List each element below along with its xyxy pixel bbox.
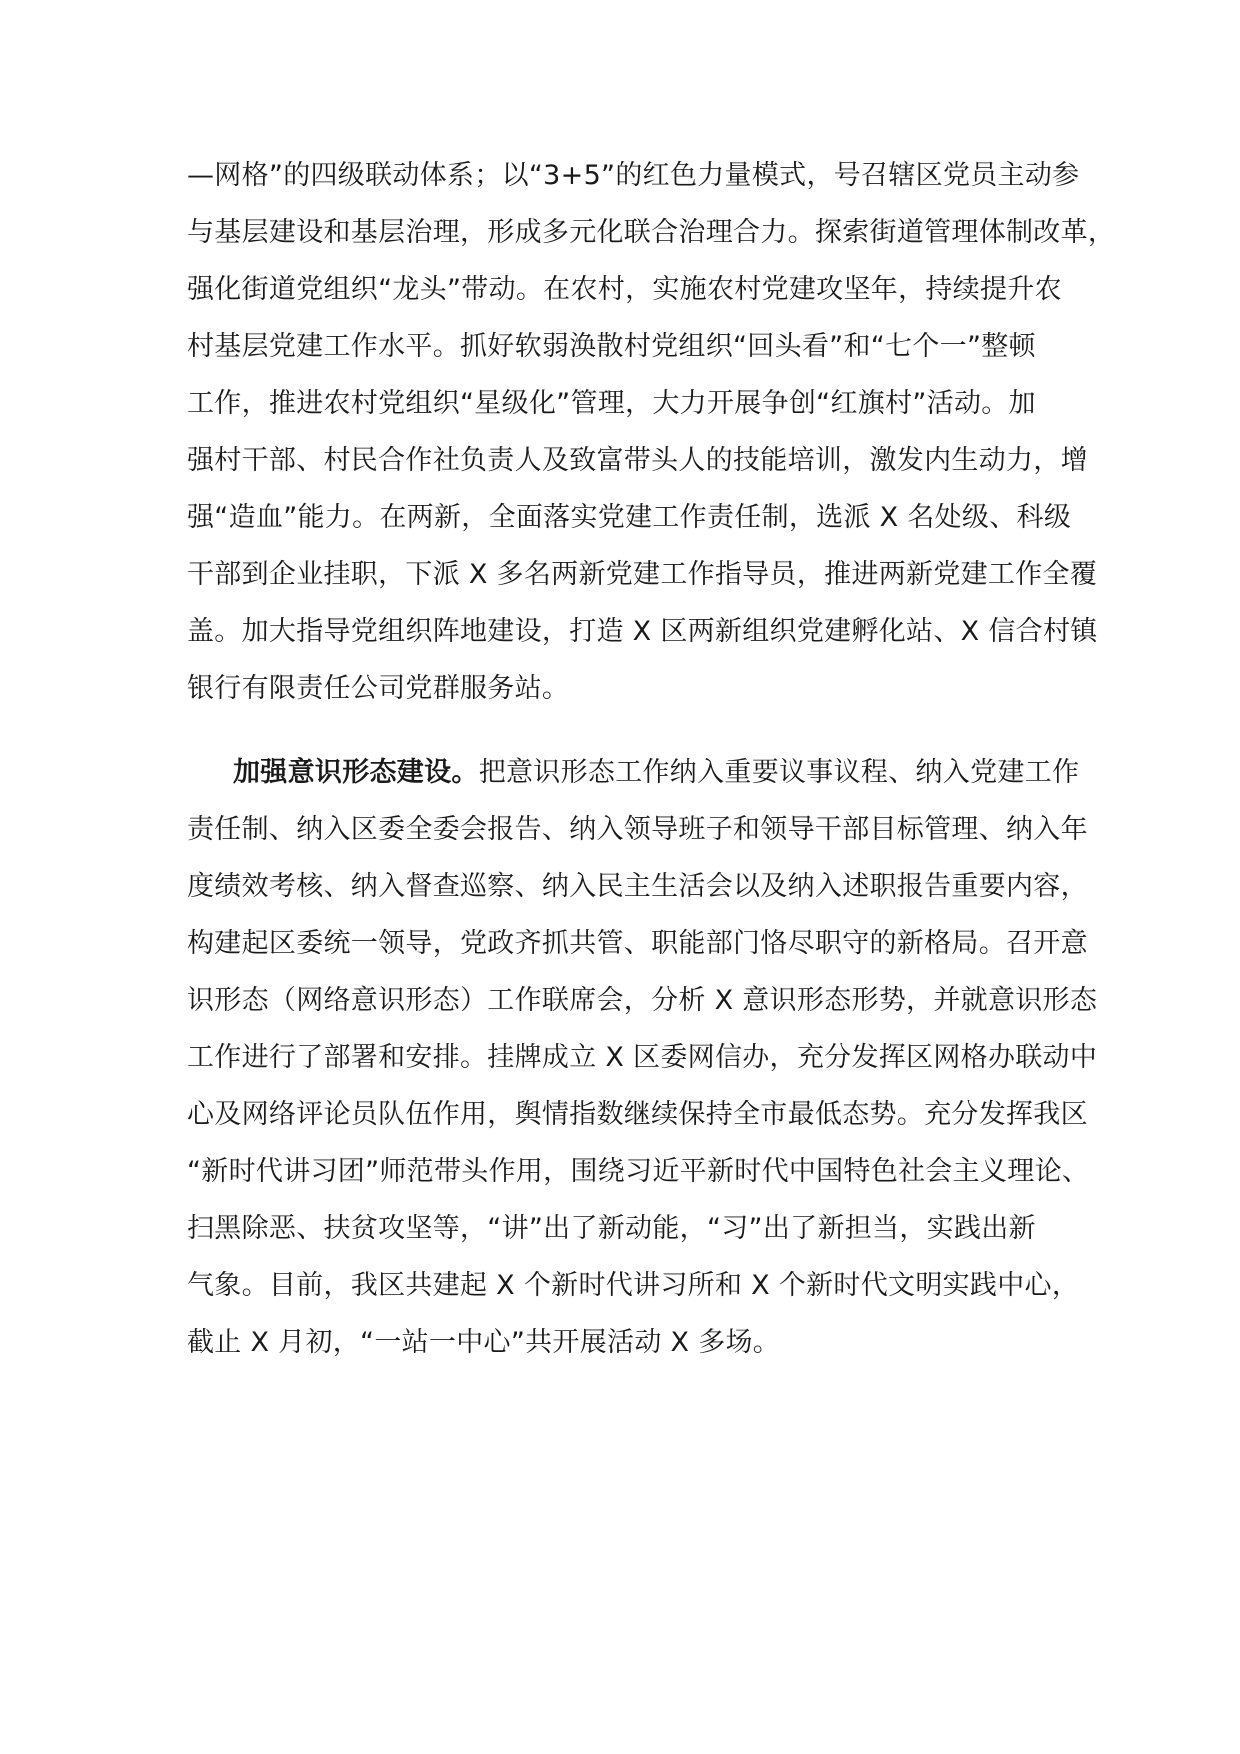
paragraph-first-line xyxy=(233,753,1079,793)
paragraph-line: 干部到企业挂职，下派 X 多名两新党建工作指导员，推进两新党建工作全覆 xyxy=(187,559,1098,590)
paragraph-line: 工作，推进农村党组织“星级化”管理，大力开展争创“红旗村”活动。加 xyxy=(187,388,1036,419)
paragraph-line: 气象。目前，我区共建起 X 个新时代讲习所和 X 个新时代文明实践中心， xyxy=(187,1270,1080,1301)
paragraph-first-line-text: 把意识形态工作纳入重要议事议程、纳入党建工作 xyxy=(478,757,1080,788)
paragraph-line: 识形态（网络意识形态）工作联席会，分析 X 意识形态形势，并就意识形态 xyxy=(187,985,1098,1016)
paragraph-line: 度绩效考核、纳入督查巡察、纳入民主生活会以及纳入述职报告重要内容， xyxy=(187,871,1088,902)
paragraph-line: 工作进行了部署和安排。挂牌成立 X 区委网信办，充分发挥区网格办联动中 xyxy=(187,1042,1098,1073)
paragraph-line: 截止 X 月初，“一站一中心”共开展活动 X 多场。 xyxy=(187,1327,781,1358)
paragraph-line: 与基层建设和基层治理，形成多元化联合治理合力。探索街道管理体制改革， xyxy=(187,217,1116,248)
paragraph-line: 强“造血”能力。在两新，全面落实党建工作责任制，选派 X 名处级、科级 xyxy=(187,502,1072,533)
paragraph-line: 责任制、纳入区委全委会报告、纳入领导班子和领导干部目标管理、纳入年 xyxy=(187,814,1088,845)
paragraph-line: 构建起区委统一领导，党政齐抓共管、职能部门恪尽职守的新格局。召开意 xyxy=(187,928,1088,959)
paragraph-line: 村基层党建工作水平。抓好软弱涣散村党组织“回头看”和“七个一”整顿 xyxy=(187,331,1036,362)
paragraph-heading: 加强意识形态建设。 xyxy=(233,757,479,788)
paragraph-line: 强化街道党组织“龙头”带动。在农村，实施农村党建攻坚年，持续提升农 xyxy=(187,274,1062,305)
paragraph-line: 心及网络评论员队伍作用，舆情指数继续保持全市最低态势。充分发挥我区 xyxy=(187,1099,1088,1130)
paragraph-line: —网格”的四级联动体系；以“3+5”的红色力量模式，号召辖区党员主动参 xyxy=(187,160,1080,191)
paragraph-line: 扫黑除恶、扶贫攻坚等，“讲”出了新动能，“习”出了新担当，实践出新 xyxy=(187,1213,1036,1244)
paragraph-line: 银行有限责任公司党群服务站。 xyxy=(187,673,570,704)
paragraph-line: “新时代讲习团”师范带头作用，围绕习近平新时代中国特色社会主义理论、 xyxy=(187,1156,1090,1187)
paragraph-line: 强村干部、村民合作社负责人及致富带头人的技能培训，激发内生动力，增 xyxy=(187,445,1088,476)
paragraph-line: 盖。加大指导党组织阵地建设，打造 X 区两新组织党建孵化站、X 信合村镇 xyxy=(187,616,1098,647)
